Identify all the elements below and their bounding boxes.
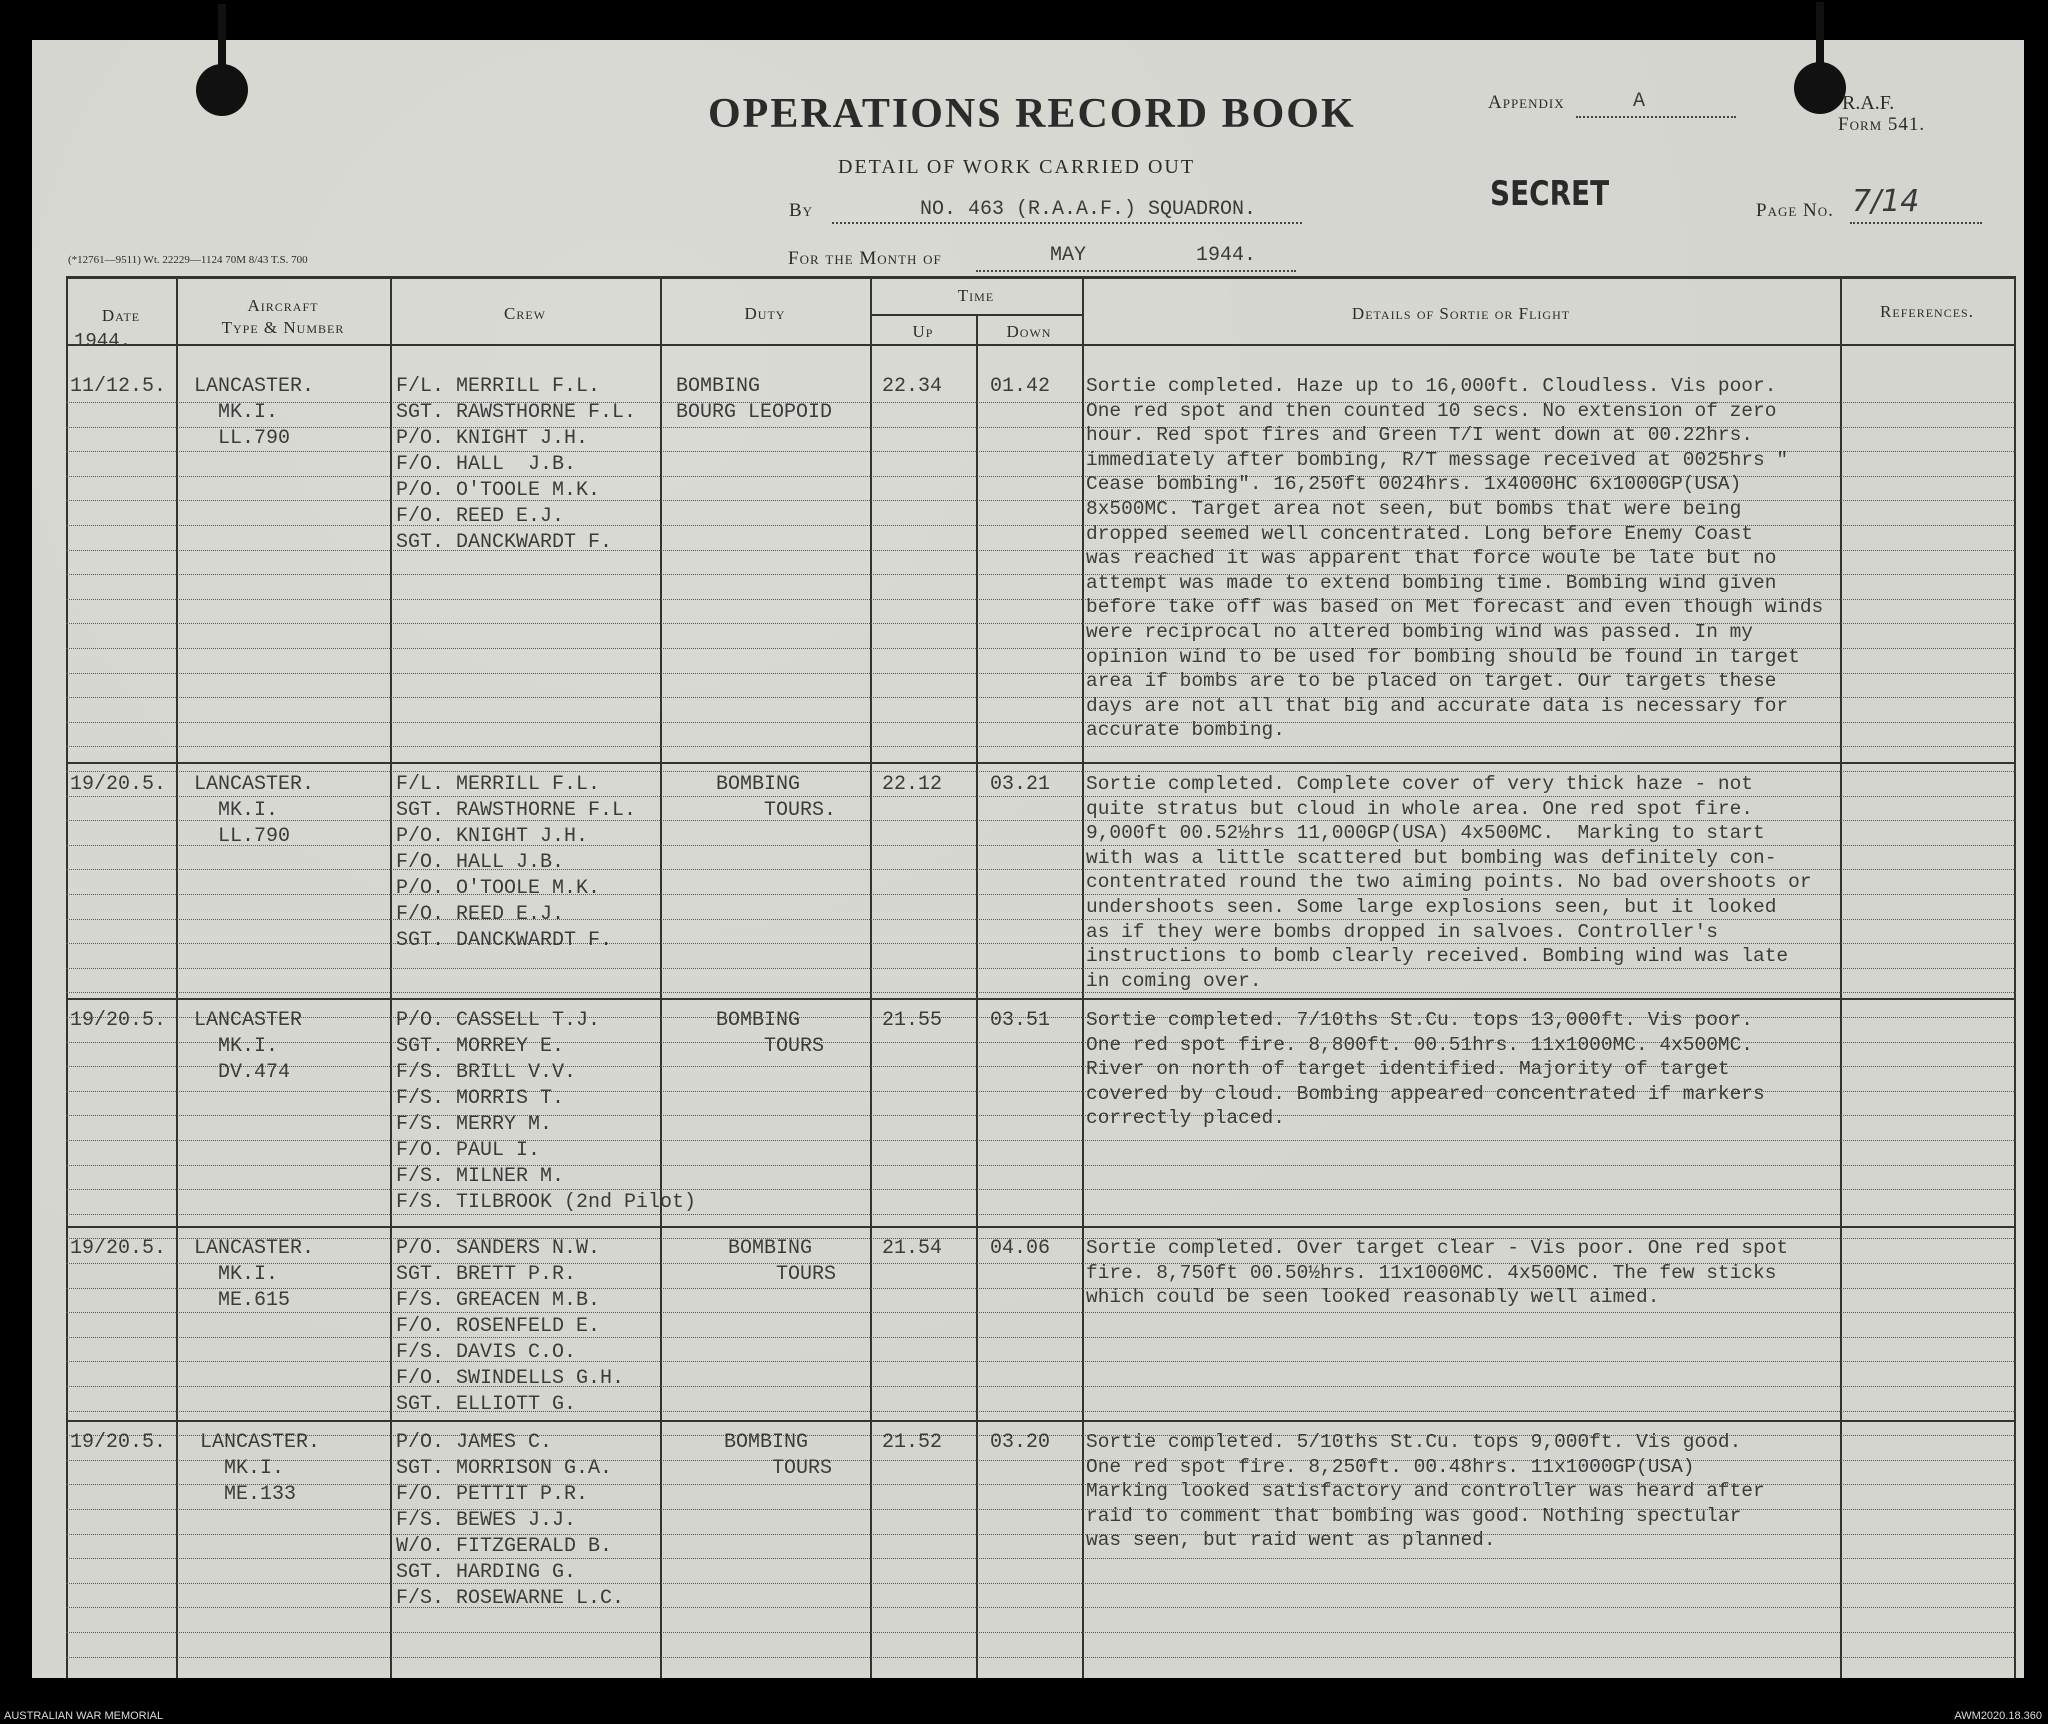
entry-crew: F/L. MERRILL F.L. SGT. RAWSTHORNE F.L. P/O. KNIGHT J.H. F/O. HALL J.B. P/O. O'TOOLE M.K. F/O. REED E.J. SGT. DANCKWARDT F. bbox=[396, 773, 637, 952]
ruled-line bbox=[66, 1632, 2016, 1633]
col-header-date: Date bbox=[101, 306, 141, 325]
col-border-details bbox=[1840, 276, 1842, 1678]
col-border-crew bbox=[660, 276, 662, 1678]
entry-aircraft: LANCASTER MK.I. DV.474 bbox=[194, 1009, 303, 1084]
entry-duty: BOMBING TOURS bbox=[724, 1431, 833, 1480]
ruled-line bbox=[66, 1558, 2016, 1559]
page-number-label: Page No. bbox=[1756, 200, 1834, 221]
appendix-value: A bbox=[1633, 90, 1646, 113]
ruled-line bbox=[66, 1140, 2016, 1141]
page-number-value: 7/14 bbox=[1852, 184, 1920, 219]
col-border-date bbox=[176, 276, 178, 1678]
form-line-2: Form 541. bbox=[1838, 114, 1926, 135]
month-value: MAY bbox=[1050, 244, 1087, 267]
entry-time-down: 03.20 bbox=[990, 1431, 1051, 1454]
ruled-line bbox=[66, 1583, 2016, 1584]
entry-date: 19/20.5. bbox=[70, 1431, 167, 1454]
footer-institution: AUSTRALIAN WAR MEMORIAL bbox=[4, 1710, 164, 1722]
col-border-right bbox=[2014, 276, 2016, 1678]
col-header-aircraft-1: Aircraft bbox=[247, 296, 319, 315]
binder-hole-right bbox=[1794, 62, 1846, 114]
entry-details: Sortie completed. Haze up to 16,000ft. Cloudless. Vis poor. One red spot and then counted 10 secs. No extension of zero hour. Red spot fires and Green T/I went down at 00.22hrs. immediately after bombing, R/T message received at 0025hrs " Cease bombing". 16,250ft 0024hrs. 1x4000HC 6x1000GP(USA) 8x500MC. Target area not seen, but bombs that were being dropped seemed well concentrated. Long before Enemy Coast was reached it was apparent that force woule be late but no attempt was made to extend bombing time. Bombing wind given before take off was based on Met forecast and even though winds were reciprocal no altered bombing wind was passed. In my opinion wind to be used for bombing should be found in target area if bombs are to be placed on target. Our targets these days are not all that big and accurate data is necessary for accurate bombing. bbox=[1086, 375, 1824, 742]
form-line-1: R.A.F. bbox=[1842, 92, 1895, 114]
col-header-year: 1944. bbox=[74, 330, 132, 352]
entry-date: 19/20.5. bbox=[70, 773, 167, 796]
col-border-down bbox=[1082, 276, 1084, 1678]
entry-aircraft: LANCASTER. MK.I. ME.615 bbox=[194, 1237, 315, 1312]
table-header-bottom bbox=[66, 344, 2016, 346]
appendix-label: Appendix bbox=[1488, 92, 1565, 113]
ruled-line bbox=[66, 746, 2016, 747]
ruled-line bbox=[66, 1189, 2016, 1190]
entry-date: 19/20.5. bbox=[70, 1237, 167, 1260]
entry-duty: BOMBING BOURG LEOPOID bbox=[676, 375, 833, 424]
col-header-aircraft-2: Type & Number bbox=[221, 318, 345, 337]
ruled-line bbox=[66, 1411, 2016, 1412]
ruled-line bbox=[66, 1361, 2016, 1362]
col-border-up bbox=[976, 314, 978, 1678]
entry-date: 11/12.5. bbox=[70, 375, 167, 398]
record-sheet bbox=[32, 40, 2024, 1678]
entry-aircraft: LANCASTER. MK.I. ME.133 bbox=[200, 1431, 321, 1506]
entry-details: Sortie completed. 7/10ths St.Cu. tops 13,000ft. Vis poor. One red spot fire. 8,800ft. 00.51hrs. 11x1000MC. 4x500MC. River on north of target identified. Majority of target covered by cloud. Bombing appeared concentrated if markers correctly placed. bbox=[1086, 1009, 1765, 1130]
col-border-left bbox=[66, 276, 68, 1678]
col-border-duty bbox=[870, 276, 872, 1678]
entry-time-up: 21.52 bbox=[882, 1431, 943, 1454]
entry-date: 19/20.5. bbox=[70, 1009, 167, 1032]
entry-aircraft: LANCASTER. MK.I. LL.790 bbox=[194, 375, 315, 450]
entry-separator bbox=[66, 998, 2016, 1000]
year-value: 1944. bbox=[1196, 244, 1257, 267]
entry-duty: BOMBING TOURS bbox=[728, 1237, 837, 1286]
by-label: By bbox=[789, 200, 814, 221]
ruled-line bbox=[66, 1312, 2016, 1313]
entry-details: Sortie completed. Over target clear - Vis poor. One red spot fire. 8,750ft 00.50½hrs. 11x1000MC. 4x500MC. The few sticks which could be seen looked reasonably well aimed. bbox=[1086, 1237, 1789, 1309]
ruled-line bbox=[66, 1657, 2016, 1658]
col-header-time: Time bbox=[957, 286, 995, 305]
ruled-line bbox=[66, 1165, 2016, 1166]
ruled-line bbox=[66, 1214, 2016, 1215]
col-header-details: Details of Sortie or Flight bbox=[1351, 304, 1571, 323]
col-header-up: Up bbox=[912, 322, 934, 341]
entry-separator bbox=[66, 1226, 2016, 1228]
entry-separator bbox=[66, 1420, 2016, 1422]
entry-separator bbox=[66, 762, 2016, 764]
entry-time-down: 04.06 bbox=[990, 1237, 1051, 1260]
print-code: (*12761—9511) Wt. 22229—1124 70M 8/43 T.S. 700 bbox=[68, 254, 308, 266]
entry-time-down: 03.21 bbox=[990, 773, 1051, 796]
ruled-line bbox=[66, 1386, 2016, 1387]
entry-crew: P/O. CASSELL T.J. SGT. MORREY E. F/S. BRILL V.V. F/S. MORRIS T. F/S. MERRY M. F/O. PAUL I. F/S. MILNER M. F/S. TILBROOK (2nd Pilot) bbox=[396, 1009, 697, 1214]
entry-time-up: 21.54 bbox=[882, 1237, 943, 1260]
entry-details: Sortie completed. 5/10ths St.Cu. tops 9,000ft. Vis good. One red spot fire. 8,250ft. 00.48hrs. 11x1000GP(USA) Marking looked satisfactory and controller was heard after raid to comment that bombing was good. Nothing spectular was seen, but raid went as planned. bbox=[1086, 1431, 1765, 1552]
appendix-line bbox=[1576, 104, 1736, 118]
col-border-aircraft bbox=[390, 276, 392, 1678]
entry-time-up: 22.34 bbox=[882, 375, 943, 398]
ruled-line bbox=[66, 1607, 2016, 1608]
month-label: For the Month of bbox=[788, 248, 942, 269]
squadron-value: NO. 463 (R.A.A.F.) SQUADRON. bbox=[920, 198, 1257, 221]
footer-accession-number: AWM2020.18.360 bbox=[1954, 1710, 2042, 1722]
binder-hole-left bbox=[196, 64, 248, 116]
entry-crew: P/O. SANDERS N.W. SGT. BRETT P.R. F/S. GREACEN M.B. F/O. ROSENFELD E. F/S. DAVIS C.O. F/O. SWINDELLS G.H. SGT. ELLIOTT G. bbox=[396, 1237, 625, 1416]
entry-time-down: 01.42 bbox=[990, 375, 1051, 398]
col-header-crew: Crew bbox=[504, 304, 546, 323]
page-title: OPERATIONS RECORD BOOK bbox=[708, 91, 1356, 137]
page-subtitle: DETAIL OF WORK CARRIED OUT bbox=[838, 156, 1196, 178]
entry-time-up: 21.55 bbox=[882, 1009, 943, 1032]
entry-crew: F/L. MERRILL F.L. SGT. RAWSTHORNE F.L. P/O. KNIGHT J.H. F/O. HALL J.B. P/O. O'TOOLE M.K. F/O. REED E.J. SGT. DANCKWARDT F. bbox=[396, 375, 637, 554]
secret-stamp: SECRET bbox=[1490, 174, 1610, 214]
entry-duty: BOMBING TOURS. bbox=[716, 773, 837, 822]
table-top-border bbox=[66, 276, 2016, 279]
entry-time-up: 22.12 bbox=[882, 773, 943, 796]
entry-duty: BOMBING TOURS bbox=[716, 1009, 825, 1058]
col-header-duty: Duty bbox=[744, 304, 786, 323]
entry-aircraft: LANCASTER. MK.I. LL.790 bbox=[194, 773, 315, 848]
entry-details: Sortie completed. Complete cover of very thick haze - not quite stratus but cloud in whole area. One red spot fire. 9,000ft 00.52½hrs 11,000GP(USA) 4x500MC. Marking to start with was a little scattered but bombing was definitely con- contentrated round the two aiming points. No bad overshoots or undershoots seen. Some large explosions seen, but it looked as if they were bombs dropped in salvoes. Controller's instructions to bomb clearly received. Bombing wind was late in coming over. bbox=[1086, 773, 1812, 992]
col-header-down: Down bbox=[1006, 322, 1052, 341]
entry-crew: P/O. JAMES C. SGT. MORRISON G.A. F/O. PETTIT P.R. F/S. BEWES J.J. W/O. FITZGERALD B. SGT. HARDING G. F/S. ROSEWARNE L.C. bbox=[396, 1431, 625, 1610]
entry-time-down: 03.51 bbox=[990, 1009, 1051, 1032]
col-header-references: References. bbox=[1880, 302, 1974, 321]
ruled-line bbox=[66, 1337, 2016, 1338]
